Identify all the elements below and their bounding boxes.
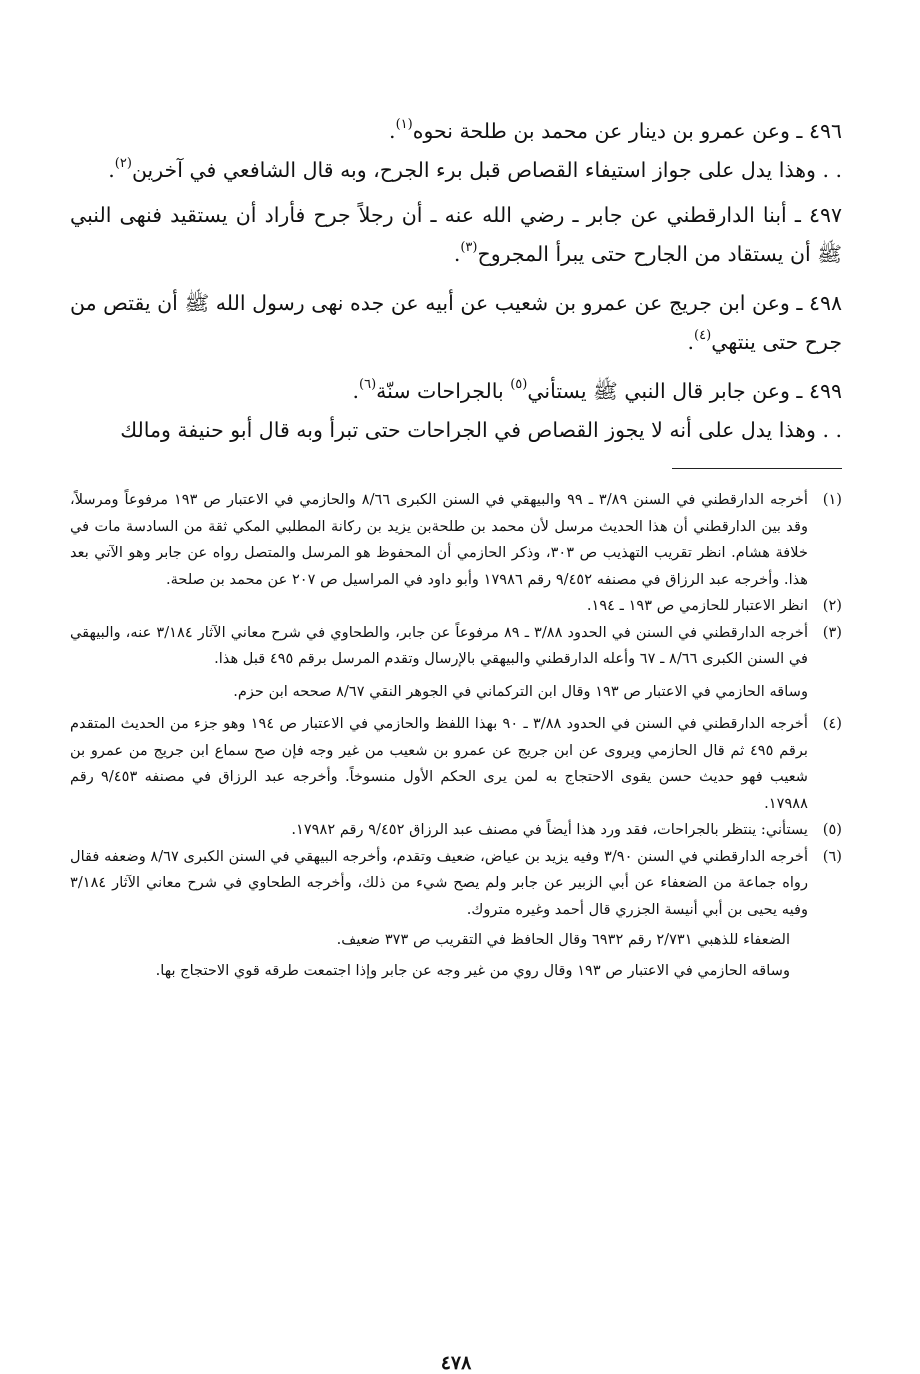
footnote-text: أخرجه الدارقطني في السنن ٣/٨٩ ـ ٩٩ والبيهقي في السنن الكبرى ٨/٦٦ والحازمي في الاعتبار ص ١٩٣ مرفوعاً ومرسلاً، وقد بين الدارقطني أن هذا الحديث مرسل لأن محمد بن طلحةبن يزيد بن ركانة المطلبي المكي ثقة من السادسة مات في خلافة هشام. انظر تقريب التهذيب ص ٣٠٣، وذكر الحازمي أن المحفوظ هو المرسل والمتصل رواه عن جابر وهو الآتي بعد هذا. وأخرجه عبد الرزاق في مصنفه ٩/٤٥٢ رقم ١٧٩٨٦ وأبو داود في المراسيل ص ٢٠٧ عن محمد بن صلحة. (70, 491, 809, 588)
main-text (70, 112, 842, 450)
book-page (70, 112, 842, 1374)
footnote-1 (70, 487, 842, 593)
footnote-text: يستأني: ينتظر بالجراحات، فقد ورد هذا أيضاً في مصنف عبد الرزاق ٩/٤٥٢ رقم ١٧٩٨٢. (291, 821, 808, 838)
footnote-ref-4[interactable]: (٤) (694, 328, 712, 344)
footnote-number: (٤) (822, 715, 842, 732)
footnote-text: أخرجه الدارقطني في السنن في الحدود ٣/٨٨ ـ ٩٠ بهذا اللفظ والحازمي في الاعتبار ص ١٩٤ وهو جزء من الحديث المتقدم برقم ٤٩٥ ثم قال الحازمي ويروى عن ابن جريج عن عمرو بن شعيب من غير وجه فإن صح سماع ابن جريج من عمرو بن شعيب فهو حديث حسن يقوى الاحتجاج به لمن يرى الحكم الأول منسوخاً. وأخرجه عبد الرزاق في مصنفه ٩/٤٥٣ رقم ١٧٩٨٨. (70, 715, 808, 812)
footnote-3-continuation: وساقه الحازمي في الاعتبار ص ١٩٣ وقال ابن التركماني في الجوهر النقي ٨/٦٧ صححه ابن حزم. (233, 682, 808, 700)
footnote-text: أخرجه الدارقطني في السنن ٣/٩٠ وفيه يزيد بن عياض، ضعيف وتقدم، وأخرجه البيهقي في السنن الكبرى ٨/٦٧ وضعفه فقال رواه جماعة من الضعفاء عن أبي الزبير عن جابر ولم يصح شيء من ذلك، وأخرجه الطحاوي في شرح معاني الآثار ٣/١٨٤ وفيه يحيى بن أبي أنيسة الجزري قال أحمد وغيره متروك. (70, 847, 808, 918)
footnote-ref-5[interactable]: (٥) (510, 377, 528, 393)
hadith-498: ٤٩٨ ـ وعن ابن جريج عن عمرو بن شعيب عن أبيه عن جده نهى رسول الله ﷺ أن يقتص من جرح حتى ينتهي$^{(٤)}$. (70, 291, 842, 354)
footnote-text-3: وساقه الحازمي في الاعتبار ص ١٩٣ وقال روي من غير وجه عن جابر وإذا اجتمعت طرقه قوي الاحتجاج بها. (155, 961, 790, 979)
footnote-text-2: الضعفاء للذهبي ٢/٧٣١ رقم ٦٩٣٢ وقال الحافظ في التقريب ص ٣٧٣ ضعيف. (336, 931, 790, 948)
footnote-6 (70, 844, 842, 985)
footnote-ref-2[interactable]: (٢) (114, 156, 132, 172)
footnote-2 (70, 593, 842, 620)
footnote-number: (٢) (822, 597, 842, 614)
footnote-number: (٦) (822, 847, 842, 865)
hadith-496: ٤٩٦ ـ وعن عمرو بن دينار عن محمد بن طلحة نحوه$^{(١)}$. (389, 117, 842, 143)
commentary-496: . . وهذا يدل على جواز استيفاء القصاص قبل برء الجرح، وبه قال الشافعي في آخرين$^{(٢)}$. (108, 156, 842, 182)
footnote-text: انظر الاعتبار للحازمي ص ١٩٣ ـ ١٩٤. (586, 597, 808, 614)
commentary-499: . . وهذا يدل على أنه لا يجوز القصاص في الجراحات حتى تبرأ وبه قال أبو حنيفة ومالك (120, 418, 842, 442)
footnote-number: (١) (822, 491, 842, 508)
footnote-text: أخرجه الدارقطني في السنن في الحدود ٣/٨٨ ـ ٨٩ مرفوعاً عن جابر، والطحاوي في شرح معاني الآثار ٣/١٨٤ عنه، والبيهقي في السنن الكبرى ٨/٦٦ ـ ٦٧ وأعله الدارقطني والبيهقي بالإرسال وتقدم المرسل برقم ٤٩٥ قبل هذا. (70, 623, 808, 667)
footnote-3 (70, 620, 842, 673)
footnote-ref-6[interactable]: (٦) (359, 377, 377, 393)
footnote-4 (70, 711, 842, 817)
page-number: ٤٧٨ (440, 1352, 472, 1374)
footnote-ref-3[interactable]: (٣) (460, 240, 478, 256)
hadith-499: ٤٩٩ ـ وعن جابر قال النبي ﷺ يستأني$^{(٥)}$ بالجراحات سنّة$^{(٦)}$. (352, 377, 842, 403)
footnote-ref-1[interactable]: (١) (395, 117, 413, 133)
footnotes (70, 487, 842, 984)
hadith-497: ٤٩٧ ـ أبنا الدارقطني عن جابر ـ رضي الله عنه ـ أن رجلاً جرح فأراد أن يستقيد فنهى النبي ﷺ أن يستقاد من الجارح حتى يبرأ المجروح$^{(٣)}$. (70, 203, 842, 266)
footnote-number: (٥) (822, 821, 842, 838)
footnote-5 (70, 817, 842, 844)
footnote-number: (٣) (822, 623, 842, 641)
footnote-divider (672, 468, 842, 469)
